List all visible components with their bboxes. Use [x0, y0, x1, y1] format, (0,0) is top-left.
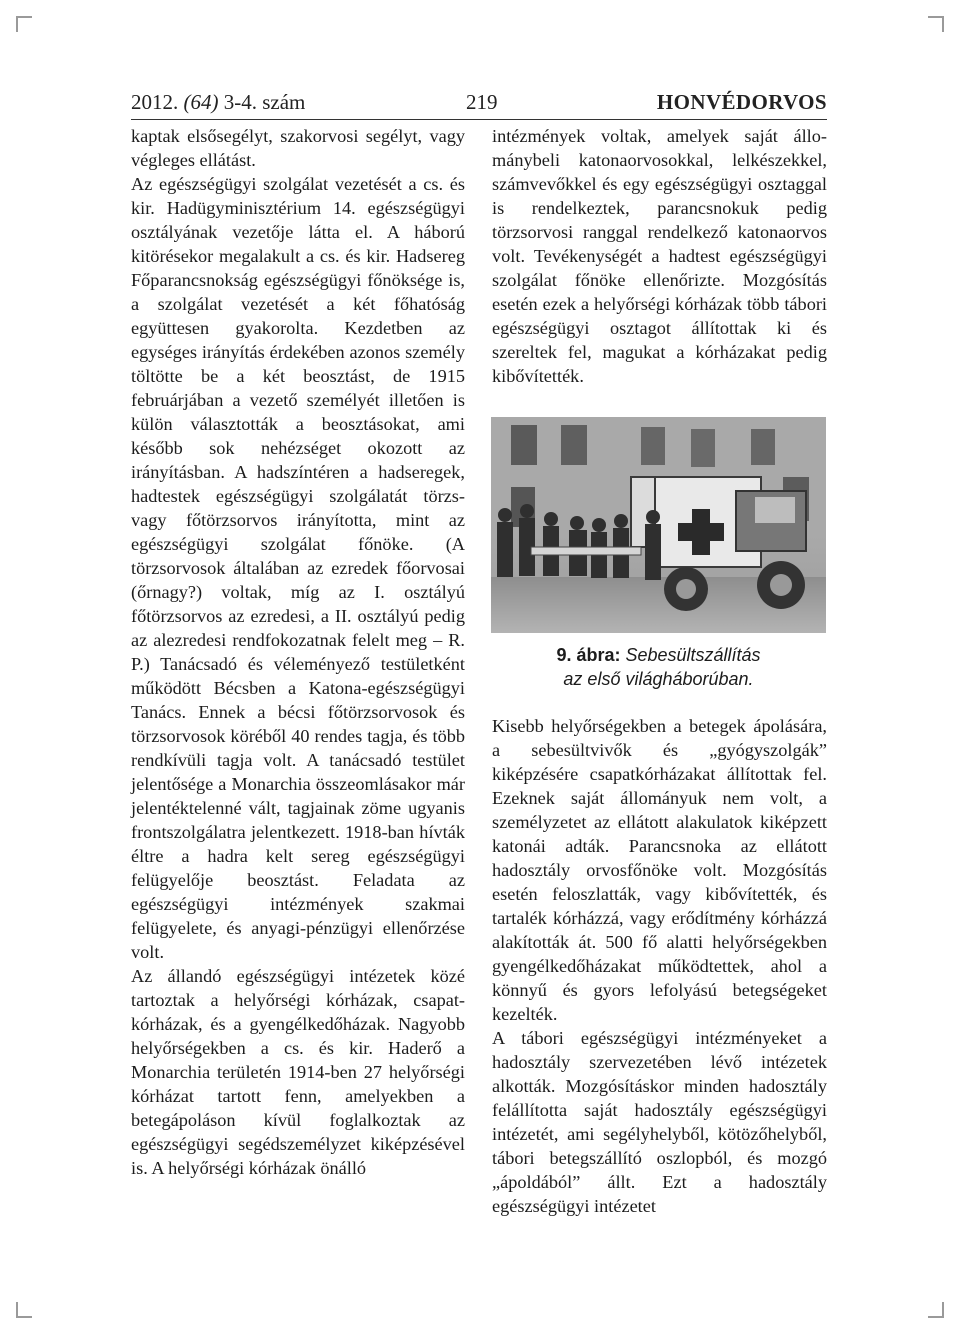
issue-volume: (64)	[183, 90, 219, 114]
paragraph: intézmények voltak, amelyek saját állománybeli katonaorvosokkal, lelkészekkel, számvevőkkel és egy egészségügyi osztaggal is rendelkeztek, parancsnokuk pedig törzsorvosi ranggal rendelkező katonaorvos volt. Tevékenységét a hadtest egészségügyi szolgálat főnöke ellenőrizte. Mozgósítás esetén ezek a helyőrségi kórházak több tábori egészségügyi osztagot állítottak ki és szereltek fel, magukat a kórházakat pedig kibővítették.	[492, 126, 827, 386]
crop-mark-top-right	[928, 16, 944, 32]
paragraph: Az egészségügyi szolgálat vezetését a cs. és kir. Hadügyminisztérium 14. egészségügyi osztályának vezetője látta el. A háború kitörésekor megalakult a cs. és kir. Hadsereg Főparancsnokság egészségügyi főnöksége is, a szolgálat vezetését a két főhatóság együttesen gyakorolta. Kezdetben az egységes irányítás érdekében azonos személy töltötte be a két beosztást, de 1915 februárjában a vezető személyét illetően is külön választották a beosztásokat, ami később sok nehézséget okozott az irányításban. A hadszíntéren a hadseregek, hadtestek egészségügyi szolgálatát törzs- vagy főtörzsorvos irányította, mint az egészségügyi szolgálat főnöke. (A törzsorvosok általában az ezredek főorvosai (őrnagy?) voltak, míg az I. osztályú főtörzsorvos az ezredesi, a II. osztályú pedig az alezredesi rendfokozatnak felelt meg – R. P.) Tanácsadó és véleményező testületként működött Bécsben a Katona-egészségügyi Tanács. Ennek a bécsi főtörzsorvosok és törzsorvosok köréből 40 rendes tagja, és több rendkívüli tagja volt. A tanácsadó testület jelentősége a Monarchia összeomlásakor már jelentéktelenné vált, tagjainak zöme ugyanis frontszolgálatra jelentkezett. 1918-ban hívták éltre a hadra kelt sereg egészségügyi felügyelője beosztást. Feladata az egészségügyi intézmények szakmai felügyelete, és anyagi-pénzügyi ellenőrzése volt.	[131, 174, 465, 962]
figure-caption	[491, 643, 826, 691]
header-rule	[131, 119, 827, 120]
left-column	[131, 124, 465, 1180]
crop-mark-bottom-left	[16, 1302, 32, 1318]
crop-mark-top-left	[16, 16, 32, 32]
caption-line-1	[491, 643, 826, 667]
issue-info	[131, 90, 305, 115]
figure-photo-ambulance	[491, 417, 826, 633]
issue-year: 2012.	[131, 90, 184, 114]
paragraph: A tábori egészségügyi intézményeket a hadosztály szervezetében lévő intézetek alkották. Mozgósításkor minden hadosztály felállította saját hadosztály egészségügyi intézetét, ami segélyhelyből, kötözőhelyből, tábori betegszállító oszlopból, és mozgó „ápoldából” állt. Ezt a hadosztály egészségügyi intézetet	[492, 1028, 827, 1216]
page-number: 219	[466, 90, 498, 114]
crop-mark-bottom-right	[928, 1302, 944, 1318]
journal-title: HONVÉDORVOS	[656, 90, 827, 114]
figure-title-line2: az első világháborúban.	[563, 669, 754, 689]
issue-number: 3-4. szám	[218, 90, 306, 114]
paragraph: Az állandó egészségügyi intézetek közé tartoztak a helyőrségi kórházak, csapatkórházak, és a gyengélkedőházak. Nagyobb helyőrségekben a cs. és kir. Haderő a Monarchia területén 1914-ben 27 helyőrségi kórházat tartott fenn, amelyekben a betegápoláson kívül foglalkoztak az egészségügyi segédszemélyzet kiképzésével is. A helyőrségi kórházak önálló	[131, 966, 465, 1178]
right-column-bottom	[492, 714, 827, 1218]
ambulance-photo-illustration	[491, 417, 826, 633]
figure-title-line1: Sebesültszállítás	[625, 645, 761, 665]
right-column-top	[492, 124, 827, 388]
running-header	[131, 86, 827, 120]
paragraph: kaptak elsősegélyt, szakorvosi segélyt, vagy végleges ellátást.	[131, 126, 465, 170]
paragraph: Kisebb helyőrségekben a betegek ápolására, a sebesültvivők és „gyógyszolgák” kiképzésére csapatkórházakat állítottak fel. Ezeknek saját állományuk nem volt, a személyzetet az ellátott alakulatok kiképzett katonái adták. Parancsnoka az ellátott hadosztály orvosfőnöke volt. Mozgósítás esetén feloszlatták, vagy kibővítették, és tartalék kórházzá, vagy erődítmény kórházzá alakították át. 500 fő alatti helyőrségekben gyengélkedőházakat működtettek, ahol a könnyű és gyors lefolyású betegségeket kezelték.	[492, 716, 827, 1024]
figure-number: 9. ábra:	[556, 645, 621, 665]
